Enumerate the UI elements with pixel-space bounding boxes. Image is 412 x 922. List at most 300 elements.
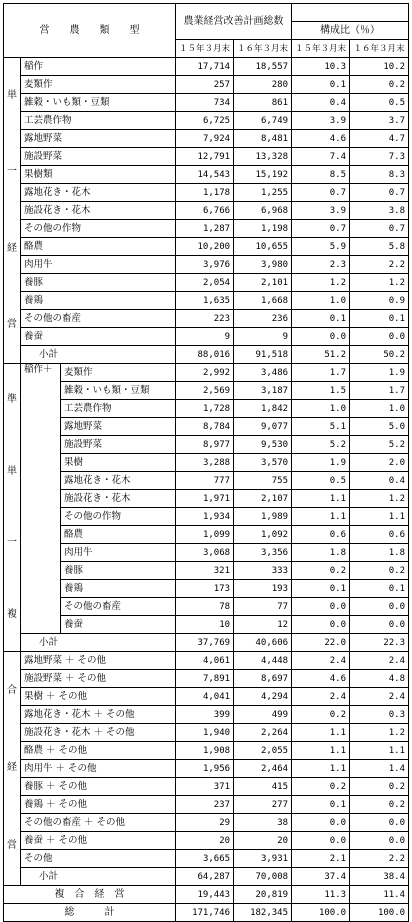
complex-label: 複 合 経 営 bbox=[4, 886, 176, 904]
single-group-char: 単 bbox=[7, 90, 17, 102]
value-h15: 14,543 bbox=[176, 166, 234, 184]
value-r16: 1.1 bbox=[350, 742, 409, 760]
row-label: 露地花き・花木 ＋ その他 bbox=[21, 706, 176, 724]
table-row bbox=[4, 256, 409, 274]
value-r15: 11.3 bbox=[292, 886, 350, 904]
table-row bbox=[4, 742, 409, 760]
value-r15: 1.0 bbox=[292, 292, 350, 310]
value-h16: 9,077 bbox=[234, 418, 292, 436]
value-h15: 399 bbox=[176, 706, 234, 724]
header-row bbox=[4, 4, 409, 22]
value-h15: 1,635 bbox=[176, 292, 234, 310]
column-header-r15: １５年３月末 bbox=[292, 40, 350, 58]
row-label: 露地野菜 bbox=[61, 418, 176, 436]
value-r15: 0.0 bbox=[292, 328, 350, 346]
value-h16: 1,255 bbox=[234, 184, 292, 202]
value-h16: 13,328 bbox=[234, 148, 292, 166]
value-h16: 8,481 bbox=[234, 130, 292, 148]
row-label: 雑穀・いも類・豆類 bbox=[21, 94, 176, 112]
row-label: 露地野菜 bbox=[21, 130, 176, 148]
table-row bbox=[4, 544, 409, 562]
table-row bbox=[4, 490, 409, 508]
table-row bbox=[4, 814, 409, 832]
table-row bbox=[4, 634, 409, 652]
value-h16: 333 bbox=[234, 562, 292, 580]
table-row bbox=[4, 112, 409, 130]
table-row bbox=[4, 616, 409, 634]
row-label: 施設花き・花木 bbox=[61, 490, 176, 508]
row-label: 養鶏 ＋ その他 bbox=[21, 796, 176, 814]
table-row bbox=[4, 580, 409, 598]
value-h15: 321 bbox=[176, 562, 234, 580]
value-h15: 9 bbox=[176, 328, 234, 346]
mixed-group-label bbox=[4, 652, 21, 886]
value-h16: 2,464 bbox=[234, 760, 292, 778]
value-h15: 4,041 bbox=[176, 688, 234, 706]
table-row bbox=[4, 670, 409, 688]
value-r15: 0.1 bbox=[292, 310, 350, 328]
value-r15: 51.2 bbox=[292, 346, 350, 364]
value-h16: 20,819 bbox=[234, 886, 292, 904]
table-row bbox=[4, 652, 409, 670]
value-h15: 1,099 bbox=[176, 526, 234, 544]
table-row bbox=[4, 238, 409, 256]
value-h15: 8,784 bbox=[176, 418, 234, 436]
value-h16: 8,697 bbox=[234, 670, 292, 688]
value-h16: 415 bbox=[234, 778, 292, 796]
value-h15: 7,924 bbox=[176, 130, 234, 148]
value-h15: 3,665 bbox=[176, 850, 234, 868]
table-row bbox=[4, 526, 409, 544]
value-r15: 0.0 bbox=[292, 616, 350, 634]
value-r15: 37.4 bbox=[292, 868, 350, 886]
value-h15: 64,287 bbox=[176, 868, 234, 886]
value-r15: 1.8 bbox=[292, 544, 350, 562]
rice-plus-label: 稲作＋ bbox=[21, 364, 61, 634]
farm-count-header: 農業経営改善計画総数 bbox=[176, 4, 292, 40]
value-h15: 1,908 bbox=[176, 742, 234, 760]
row-label: その他の畜産 ＋ その他 bbox=[21, 814, 176, 832]
value-r16: 50.2 bbox=[350, 346, 409, 364]
value-h15: 10,200 bbox=[176, 238, 234, 256]
value-r16: 10.2 bbox=[350, 58, 409, 76]
column-header-h16: １６年３月末 bbox=[234, 40, 292, 58]
table-row bbox=[4, 562, 409, 580]
value-h16: 77 bbox=[234, 598, 292, 616]
value-r16: 2.4 bbox=[350, 652, 409, 670]
value-r16: 0.3 bbox=[350, 706, 409, 724]
table-row bbox=[4, 310, 409, 328]
value-h15: 88,016 bbox=[176, 346, 234, 364]
row-label: 養豚 bbox=[21, 274, 176, 292]
value-h15: 223 bbox=[176, 310, 234, 328]
value-h16: 91,518 bbox=[234, 346, 292, 364]
farm-management-table bbox=[3, 3, 409, 922]
mixed-group-char: 合 bbox=[7, 684, 17, 696]
value-r15: 0.1 bbox=[292, 76, 350, 94]
value-h15: 777 bbox=[176, 472, 234, 490]
value-h16: 1,198 bbox=[234, 220, 292, 238]
single-group-label bbox=[4, 58, 21, 364]
value-r15: 1.1 bbox=[292, 742, 350, 760]
value-r15: 5.1 bbox=[292, 418, 350, 436]
value-r15: 1.5 bbox=[292, 382, 350, 400]
value-h15: 237 bbox=[176, 796, 234, 814]
table-row bbox=[4, 220, 409, 238]
value-r15: 2.3 bbox=[292, 256, 350, 274]
value-r15: 1.1 bbox=[292, 760, 350, 778]
row-label: 酪農 bbox=[61, 526, 176, 544]
value-r16: 1.8 bbox=[350, 544, 409, 562]
mixed-group-char: 経 bbox=[7, 762, 17, 774]
value-h16: 1,989 bbox=[234, 508, 292, 526]
table-row bbox=[4, 454, 409, 472]
row-label: その他の畜産 bbox=[21, 310, 176, 328]
value-h15: 3,976 bbox=[176, 256, 234, 274]
value-h16: 3,980 bbox=[234, 256, 292, 274]
value-h15: 173 bbox=[176, 580, 234, 598]
table-row bbox=[4, 724, 409, 742]
ratio-header bbox=[292, 4, 409, 22]
value-h15: 17,714 bbox=[176, 58, 234, 76]
row-label: その他 bbox=[21, 850, 176, 868]
value-r15: 1.0 bbox=[292, 400, 350, 418]
value-h16: 4,294 bbox=[234, 688, 292, 706]
table-row bbox=[4, 472, 409, 490]
ratio-label: 構成比（％） bbox=[292, 22, 409, 40]
value-r15: 2.1 bbox=[292, 850, 350, 868]
value-r15: 1.2 bbox=[292, 274, 350, 292]
value-r15: 0.2 bbox=[292, 778, 350, 796]
value-h15: 734 bbox=[176, 94, 234, 112]
value-h15: 12,791 bbox=[176, 148, 234, 166]
quasi-group-char: 準 bbox=[7, 393, 17, 405]
value-r16: 1.9 bbox=[350, 364, 409, 382]
row-label: 麦類作 bbox=[61, 364, 176, 382]
value-r15: 0.7 bbox=[292, 184, 350, 202]
value-h16: 2,264 bbox=[234, 724, 292, 742]
value-r15: 2.4 bbox=[292, 688, 350, 706]
table-row bbox=[4, 202, 409, 220]
value-r16: 0.2 bbox=[350, 796, 409, 814]
value-r15: 0.2 bbox=[292, 706, 350, 724]
value-r15: 0.1 bbox=[292, 796, 350, 814]
value-r15: 4.6 bbox=[292, 670, 350, 688]
table-row bbox=[4, 184, 409, 202]
value-h16: 10,655 bbox=[234, 238, 292, 256]
value-h15: 4,061 bbox=[176, 652, 234, 670]
value-h16: 755 bbox=[234, 472, 292, 490]
table-row bbox=[4, 346, 409, 364]
value-h16: 6,968 bbox=[234, 202, 292, 220]
value-r15: 2.4 bbox=[292, 652, 350, 670]
table-row bbox=[4, 292, 409, 310]
complex-row bbox=[4, 886, 409, 904]
value-r15: 0.0 bbox=[292, 598, 350, 616]
value-h16: 3,356 bbox=[234, 544, 292, 562]
table-row bbox=[4, 418, 409, 436]
value-r15: 0.2 bbox=[292, 562, 350, 580]
value-r16: 1.1 bbox=[350, 508, 409, 526]
value-h15: 78 bbox=[176, 598, 234, 616]
row-label: 養蚕 bbox=[61, 616, 176, 634]
value-h16: 182,345 bbox=[234, 904, 292, 922]
value-r16: 0.1 bbox=[350, 580, 409, 598]
value-h16: 18,557 bbox=[234, 58, 292, 76]
value-r15: 1.9 bbox=[292, 454, 350, 472]
value-r16: 1.0 bbox=[350, 400, 409, 418]
value-r15: 1.1 bbox=[292, 490, 350, 508]
value-r15: 0.4 bbox=[292, 94, 350, 112]
row-label: 養蚕 ＋ その他 bbox=[21, 832, 176, 850]
row-label: 工芸農作物 bbox=[61, 400, 176, 418]
value-h16: 2,055 bbox=[234, 742, 292, 760]
value-h16: 12 bbox=[234, 616, 292, 634]
quasi-group-char: 単 bbox=[7, 465, 17, 477]
value-r16: 1.2 bbox=[350, 724, 409, 742]
value-h15: 1,728 bbox=[176, 400, 234, 418]
row-label: 肉用牛 bbox=[61, 544, 176, 562]
row-label: 施設花き・花木 bbox=[21, 202, 176, 220]
row-label: 肉用牛 ＋ その他 bbox=[21, 760, 176, 778]
value-r16: 0.0 bbox=[350, 814, 409, 832]
value-h16: 2,107 bbox=[234, 490, 292, 508]
value-h16: 2,101 bbox=[234, 274, 292, 292]
value-h16: 3,486 bbox=[234, 364, 292, 382]
table-row bbox=[4, 508, 409, 526]
mixed-group-char: 営 bbox=[7, 840, 17, 852]
value-r15: 22.0 bbox=[292, 634, 350, 652]
value-h16: 3,570 bbox=[234, 454, 292, 472]
value-r16: 100.0 bbox=[350, 904, 409, 922]
value-h15: 6,766 bbox=[176, 202, 234, 220]
value-r15: 0.7 bbox=[292, 220, 350, 238]
value-r15: 0.0 bbox=[292, 832, 350, 850]
farm-type-header: 営 農 類 型 bbox=[4, 4, 176, 58]
single-group-chars bbox=[4, 58, 20, 363]
value-r16: 0.0 bbox=[350, 598, 409, 616]
quasi-group-label bbox=[4, 364, 21, 652]
value-h15: 8,977 bbox=[176, 436, 234, 454]
column-header-r16: １６年３月末 bbox=[350, 40, 409, 58]
value-r16: 0.9 bbox=[350, 292, 409, 310]
value-h15: 10 bbox=[176, 616, 234, 634]
value-r15: 5.9 bbox=[292, 238, 350, 256]
table-row bbox=[4, 274, 409, 292]
value-h16: 70,008 bbox=[234, 868, 292, 886]
row-label: その他の作物 bbox=[21, 220, 176, 238]
value-h15: 257 bbox=[176, 76, 234, 94]
table-row bbox=[4, 328, 409, 346]
value-h15: 1,940 bbox=[176, 724, 234, 742]
value-h16: 4,448 bbox=[234, 652, 292, 670]
value-r16: 0.2 bbox=[350, 76, 409, 94]
row-label: 小計 bbox=[21, 868, 176, 886]
value-r16: 2.0 bbox=[350, 454, 409, 472]
value-h16: 236 bbox=[234, 310, 292, 328]
value-r16: 2.2 bbox=[350, 850, 409, 868]
table-row bbox=[4, 778, 409, 796]
value-h16: 277 bbox=[234, 796, 292, 814]
row-label: 小計 bbox=[21, 346, 176, 364]
value-h16: 861 bbox=[234, 94, 292, 112]
value-r16: 4.7 bbox=[350, 130, 409, 148]
value-h15: 2,992 bbox=[176, 364, 234, 382]
value-r16: 0.7 bbox=[350, 220, 409, 238]
value-r16: 5.2 bbox=[350, 436, 409, 454]
value-h15: 2,569 bbox=[176, 382, 234, 400]
value-h16: 3,931 bbox=[234, 850, 292, 868]
table-row bbox=[4, 832, 409, 850]
row-label: 稲作 bbox=[21, 58, 176, 76]
table-body bbox=[4, 4, 409, 922]
table-row bbox=[4, 868, 409, 886]
table-row bbox=[4, 148, 409, 166]
value-r16: 1.2 bbox=[350, 490, 409, 508]
value-r16: 3.8 bbox=[350, 202, 409, 220]
value-r15: 1.1 bbox=[292, 508, 350, 526]
row-label: 雑穀・いも類・豆類 bbox=[61, 382, 176, 400]
value-h15: 37,769 bbox=[176, 634, 234, 652]
value-r16: 0.0 bbox=[350, 328, 409, 346]
row-label: 施設野菜 bbox=[61, 436, 176, 454]
row-label: その他の作物 bbox=[61, 508, 176, 526]
value-r15: 10.3 bbox=[292, 58, 350, 76]
row-label: 果樹 bbox=[61, 454, 176, 472]
value-h16: 20 bbox=[234, 832, 292, 850]
value-h16: 499 bbox=[234, 706, 292, 724]
value-r16: 38.4 bbox=[350, 868, 409, 886]
row-label: 養豚 bbox=[61, 562, 176, 580]
row-label: 施設野菜 ＋ その他 bbox=[21, 670, 176, 688]
value-h15: 171,746 bbox=[176, 904, 234, 922]
row-label: 養鶏 bbox=[21, 292, 176, 310]
row-label: 小計 bbox=[21, 634, 176, 652]
table-row bbox=[4, 706, 409, 724]
value-h16: 38 bbox=[234, 814, 292, 832]
value-h15: 3,068 bbox=[176, 544, 234, 562]
value-h15: 3,288 bbox=[176, 454, 234, 472]
value-r16: 22.3 bbox=[350, 634, 409, 652]
value-h16: 15,192 bbox=[234, 166, 292, 184]
row-label: 施設野菜 bbox=[21, 148, 176, 166]
value-r16: 0.2 bbox=[350, 562, 409, 580]
table-row bbox=[4, 400, 409, 418]
value-h16: 1,092 bbox=[234, 526, 292, 544]
value-h16: 193 bbox=[234, 580, 292, 598]
mixed-group-chars bbox=[4, 652, 20, 885]
value-r15: 100.0 bbox=[292, 904, 350, 922]
value-r15: 7.4 bbox=[292, 148, 350, 166]
value-r16: 1.4 bbox=[350, 760, 409, 778]
row-label: 露地花き・花木 bbox=[21, 184, 176, 202]
row-label: その他の畜産 bbox=[61, 598, 176, 616]
value-r16: 1.7 bbox=[350, 382, 409, 400]
table-row bbox=[4, 166, 409, 184]
value-h15: 1,934 bbox=[176, 508, 234, 526]
value-h16: 1,668 bbox=[234, 292, 292, 310]
quasi-group-chars bbox=[4, 364, 20, 651]
value-r15: 1.7 bbox=[292, 364, 350, 382]
value-h16: 280 bbox=[234, 76, 292, 94]
value-r15: 5.2 bbox=[292, 436, 350, 454]
value-h15: 371 bbox=[176, 778, 234, 796]
value-r16: 0.0 bbox=[350, 616, 409, 634]
table-row bbox=[4, 130, 409, 148]
single-group-char: 一 bbox=[7, 166, 17, 178]
single-group-char: 経 bbox=[7, 242, 17, 254]
row-label: 露地野菜 ＋ その他 bbox=[21, 652, 176, 670]
total-label: 総 計 bbox=[4, 904, 176, 922]
value-h15: 7,891 bbox=[176, 670, 234, 688]
row-label: 露地花き・花木 bbox=[61, 472, 176, 490]
table-row bbox=[4, 760, 409, 778]
row-label: 肉用牛 bbox=[21, 256, 176, 274]
row-label: 酪農 ＋ その他 bbox=[21, 742, 176, 760]
value-r16: 0.5 bbox=[350, 94, 409, 112]
value-r15: 3.9 bbox=[292, 112, 350, 130]
row-label: 果樹類 bbox=[21, 166, 176, 184]
row-label: 養蚕 bbox=[21, 328, 176, 346]
table-row bbox=[4, 436, 409, 454]
value-h15: 29 bbox=[176, 814, 234, 832]
value-r15: 1.1 bbox=[292, 724, 350, 742]
row-label: 養鶏 bbox=[61, 580, 176, 598]
table-row bbox=[4, 382, 409, 400]
row-label: 麦類作 bbox=[21, 76, 176, 94]
value-h16: 9,530 bbox=[234, 436, 292, 454]
value-r16: 3.7 bbox=[350, 112, 409, 130]
value-r16: 0.7 bbox=[350, 184, 409, 202]
table-row bbox=[4, 796, 409, 814]
value-r15: 0.1 bbox=[292, 580, 350, 598]
value-h15: 19,443 bbox=[176, 886, 234, 904]
row-label: 養豚 ＋ その他 bbox=[21, 778, 176, 796]
row-label: 酪農 bbox=[21, 238, 176, 256]
value-r16: 5.8 bbox=[350, 238, 409, 256]
value-h15: 1,178 bbox=[176, 184, 234, 202]
value-h16: 9 bbox=[234, 328, 292, 346]
single-group-char: 営 bbox=[7, 318, 17, 330]
value-h16: 6,749 bbox=[234, 112, 292, 130]
value-r16: 0.1 bbox=[350, 310, 409, 328]
table-row bbox=[4, 94, 409, 112]
value-r16: 0.6 bbox=[350, 526, 409, 544]
value-r16: 11.4 bbox=[350, 886, 409, 904]
column-header-h15: １５年３月末 bbox=[176, 40, 234, 58]
value-h15: 1,287 bbox=[176, 220, 234, 238]
quasi-group-char: 一 bbox=[7, 537, 17, 549]
value-r15: 0.5 bbox=[292, 472, 350, 490]
row-label: 工芸農作物 bbox=[21, 112, 176, 130]
value-r16: 1.2 bbox=[350, 274, 409, 292]
value-r15: 0.6 bbox=[292, 526, 350, 544]
table-row bbox=[4, 76, 409, 94]
value-r16: 2.4 bbox=[350, 688, 409, 706]
value-r16: 0.0 bbox=[350, 832, 409, 850]
value-r16: 7.3 bbox=[350, 148, 409, 166]
quasi-group-char: 複 bbox=[7, 609, 17, 621]
row-label: 施設花き・花木 ＋ その他 bbox=[21, 724, 176, 742]
table-row bbox=[4, 364, 409, 382]
value-h15: 6,725 bbox=[176, 112, 234, 130]
value-r16: 4.8 bbox=[350, 670, 409, 688]
value-r15: 0.0 bbox=[292, 814, 350, 832]
value-r16: 0.4 bbox=[350, 472, 409, 490]
value-h15: 1,971 bbox=[176, 490, 234, 508]
table-row bbox=[4, 598, 409, 616]
value-h15: 20 bbox=[176, 832, 234, 850]
